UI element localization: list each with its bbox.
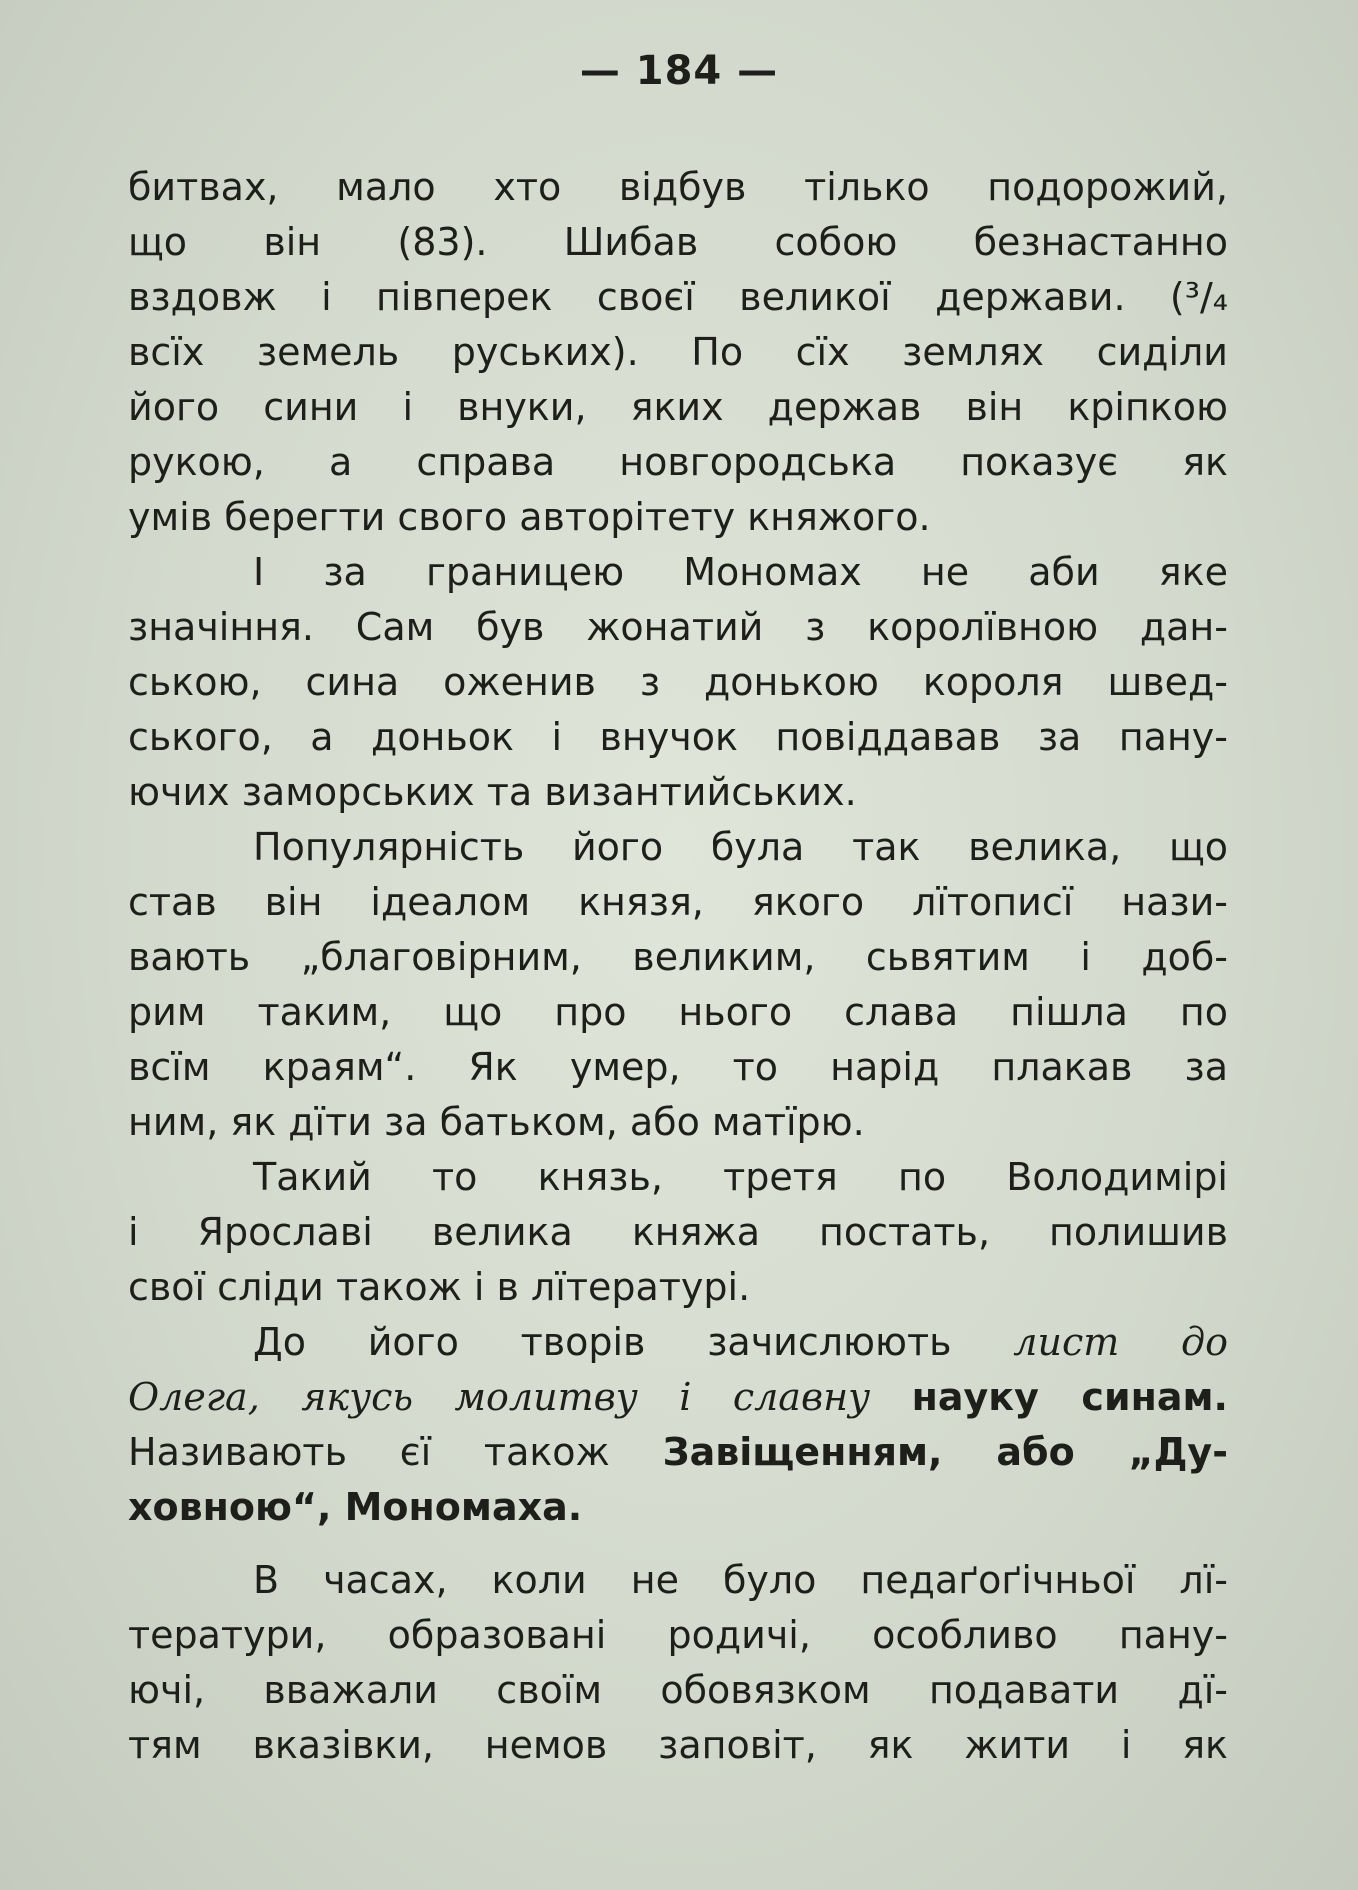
text-line: І за границею Мономах не аби яке [253,550,1228,594]
bold-title: ховною“, Мономаха. [128,1485,583,1529]
text-line [128,1315,1228,1370]
text-line [128,1370,1228,1425]
paragraph-3 [128,820,1228,1150]
text-line: ського, а доньок і внучок повіддавав за пану- [128,715,1228,759]
text-line: В часах, коли не було педаґоґічньої лї- [253,1558,1228,1602]
text-line: Такий то князь, третя по Володимірі [253,1155,1228,1199]
text-line: вають „благовірним, великим, сьвятим і доб- [128,935,1228,979]
bold-title: науку синам. [911,1375,1228,1419]
paragraph-2 [128,545,1228,820]
italic-title: Олега, якусь молитву і славну [128,1375,871,1419]
text-line: ючих заморських та византийських. [128,770,857,814]
text-line: його сини і внуки, яких держав він кріпкою [128,385,1228,429]
paragraph-gap [128,1535,1228,1553]
text-line [128,1480,1228,1535]
text-line: став він ідеалом князя, якого лїтописї нази- [128,880,1228,924]
italic-title: лист до [1013,1320,1228,1364]
paragraph-5 [128,1315,1228,1535]
text-run: До його творів зачислюють [253,1320,952,1364]
text-line: що він (83). Шибав собою безнастанно [128,220,1228,264]
paragraph-6 [128,1553,1228,1773]
text-line: ською, сина оженив з донькою короля швед- [128,660,1228,704]
text-line: умів берегти свого авторітету княжого. [128,495,931,539]
text-line: свої сліди також і в лїтературі. [128,1265,751,1309]
text-line: рим таким, що про нього слава пішла по [128,990,1228,1034]
text-line: ючі, вважали своїм обовязком подавати дї- [128,1668,1228,1712]
text-line [128,1425,1228,1480]
text-line: значіння. Сам був жонатий з королївною дан- [128,605,1228,649]
text-line: Популярність його була так велика, що [253,825,1228,869]
bold-title: Завіщенням, або „Ду- [662,1430,1228,1474]
text-line: битвах, мало хто відбув тілько подорожий, [128,165,1228,209]
text-line: тератури, образовані родичі, особливо пану- [128,1613,1228,1657]
page-text [128,160,1228,1773]
page-number: — 184 — [579,48,779,94]
text-run: Називають єї також [128,1430,610,1474]
text-line: ним, як дїти за батьком, або матїрю. [128,1100,865,1144]
text-line: вздовж і півперек своєї великої держави. (³/₄ [128,275,1228,319]
text-line: всїх земель руських). По сїх землях сиділи [128,330,1228,374]
text-line: тям вказівки, немов заповіт, як жити і як [128,1723,1228,1767]
text-line: всїм краям“. Як умер, то нарід плакав за [128,1045,1228,1089]
text-line: і Ярославі велика княжа постать, полишив [128,1210,1228,1254]
paragraph-1 [128,160,1228,545]
text-line: рукою, а справа новгородська показує як [128,440,1228,484]
paragraph-4 [128,1150,1228,1315]
